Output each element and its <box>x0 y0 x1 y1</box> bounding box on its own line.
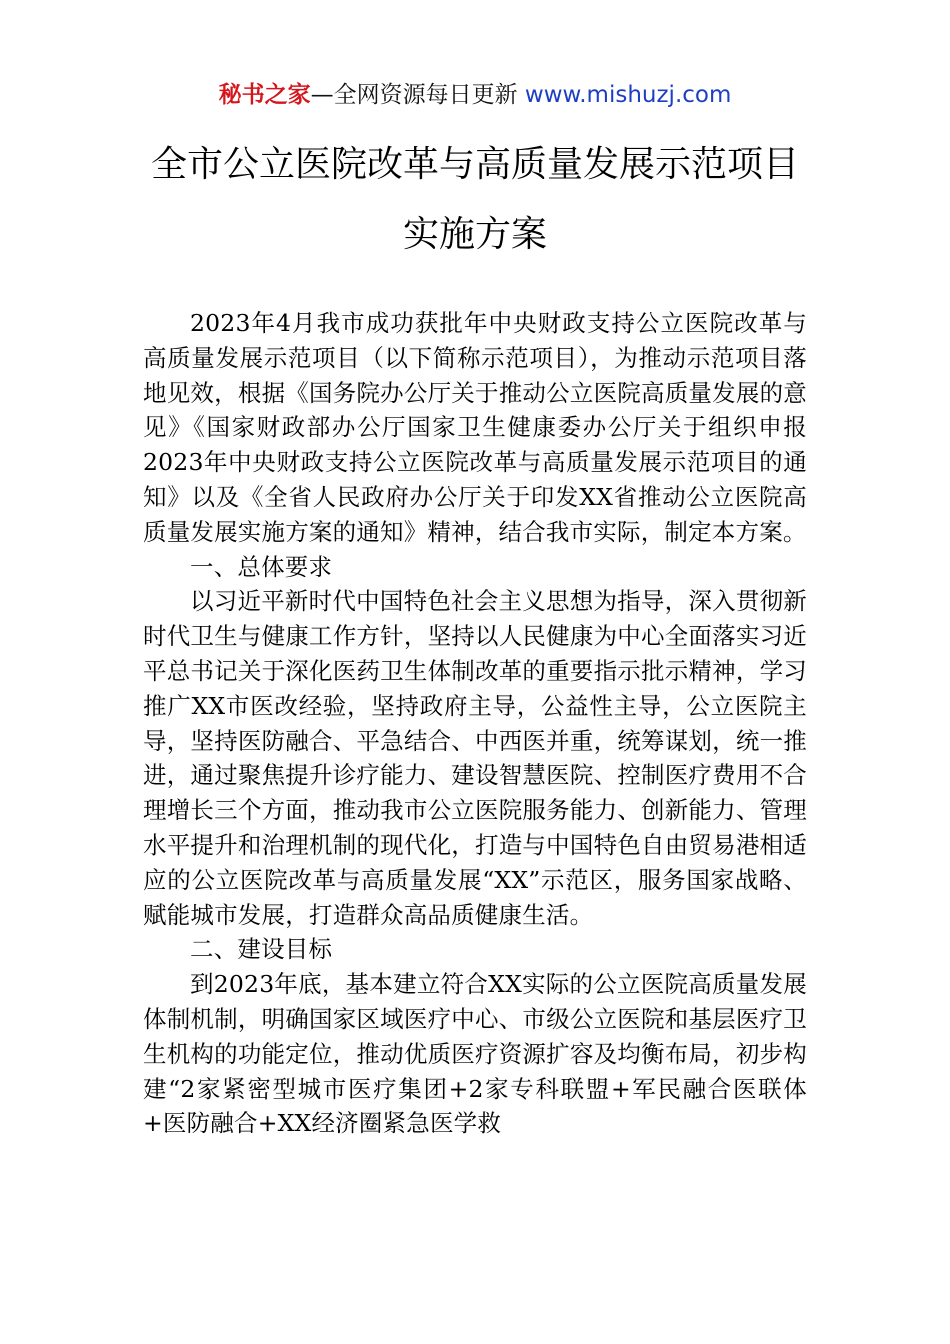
document-body <box>143 306 807 1141</box>
body-paragraph: 到2023年底，基本建立符合XX实际的公立医院高质量发展体制机制，明确国家区域医疗中心、市级公立医院和基层医疗卫生机构的功能定位，推动优质医疗资源扩容及均衡布局，初步构建“2家紧密型城市医疗集团+2家专科联盟+军民融合医联体+医防融合+XX经济圈紧急医学救 <box>143 970 807 1138</box>
section-heading: 一、总体要求 <box>190 552 333 581</box>
document-title-line-1: 全市公立医院改革与高质量发展示范项目 <box>150 144 799 185</box>
site-tagline: —全网资源每日更新 <box>310 82 525 108</box>
document-title-line-2: 实施方案 <box>402 214 547 255</box>
site-brand: 秘书之家 <box>218 82 311 108</box>
section-heading: 二、建设目标 <box>190 935 333 964</box>
site-header <box>0 78 950 112</box>
site-url-link[interactable]: www.mishuzj.com <box>524 82 732 108</box>
body-paragraph: 2023年4月我市成功获批年中央财政支持公立医院改革与高质量发展示范项目（以下简称示范项目），为推动示范项目落地见效，根据《国务院办公厅关于推动公立医院高质量发展的意见》《国家财政部办公厅国家卫生健康委办公厅关于组织申报2023年中央财政支持公立医院改革与高质量发展示范项目的通知》以及《全省人民政府办公厅关于印发XX省推动公立医院高质量发展实施方案的通知》精神，结合我市实际，制定本方案。 <box>143 309 807 546</box>
body-paragraph: 以习近平新时代中国特色社会主义思想为指导，深入贯彻新时代卫生与健康工作方针，坚持以人民健康为中心全面落实习近平总书记关于深化医药卫生体制改革的重要指示批示精神，学习推广XX市医改经验，坚持政府主导，公益性主导，公立医院主导，坚持医防融合、平急结合、中西医并重，统筹谋划，统一推进，通过聚焦提升诊疗能力、建设智慧医院、控制医疗费用不合理增长三个方面，推动我市公立医院服务能力、创新能力、管理水平提升和治理机制的现代化，打造与中国特色自由贸易港相适应的公立医院改革与高质量发展“XX”示范区，服务国家战略、赋能城市发展，打造群众高品质健康生活。 <box>143 587 807 929</box>
